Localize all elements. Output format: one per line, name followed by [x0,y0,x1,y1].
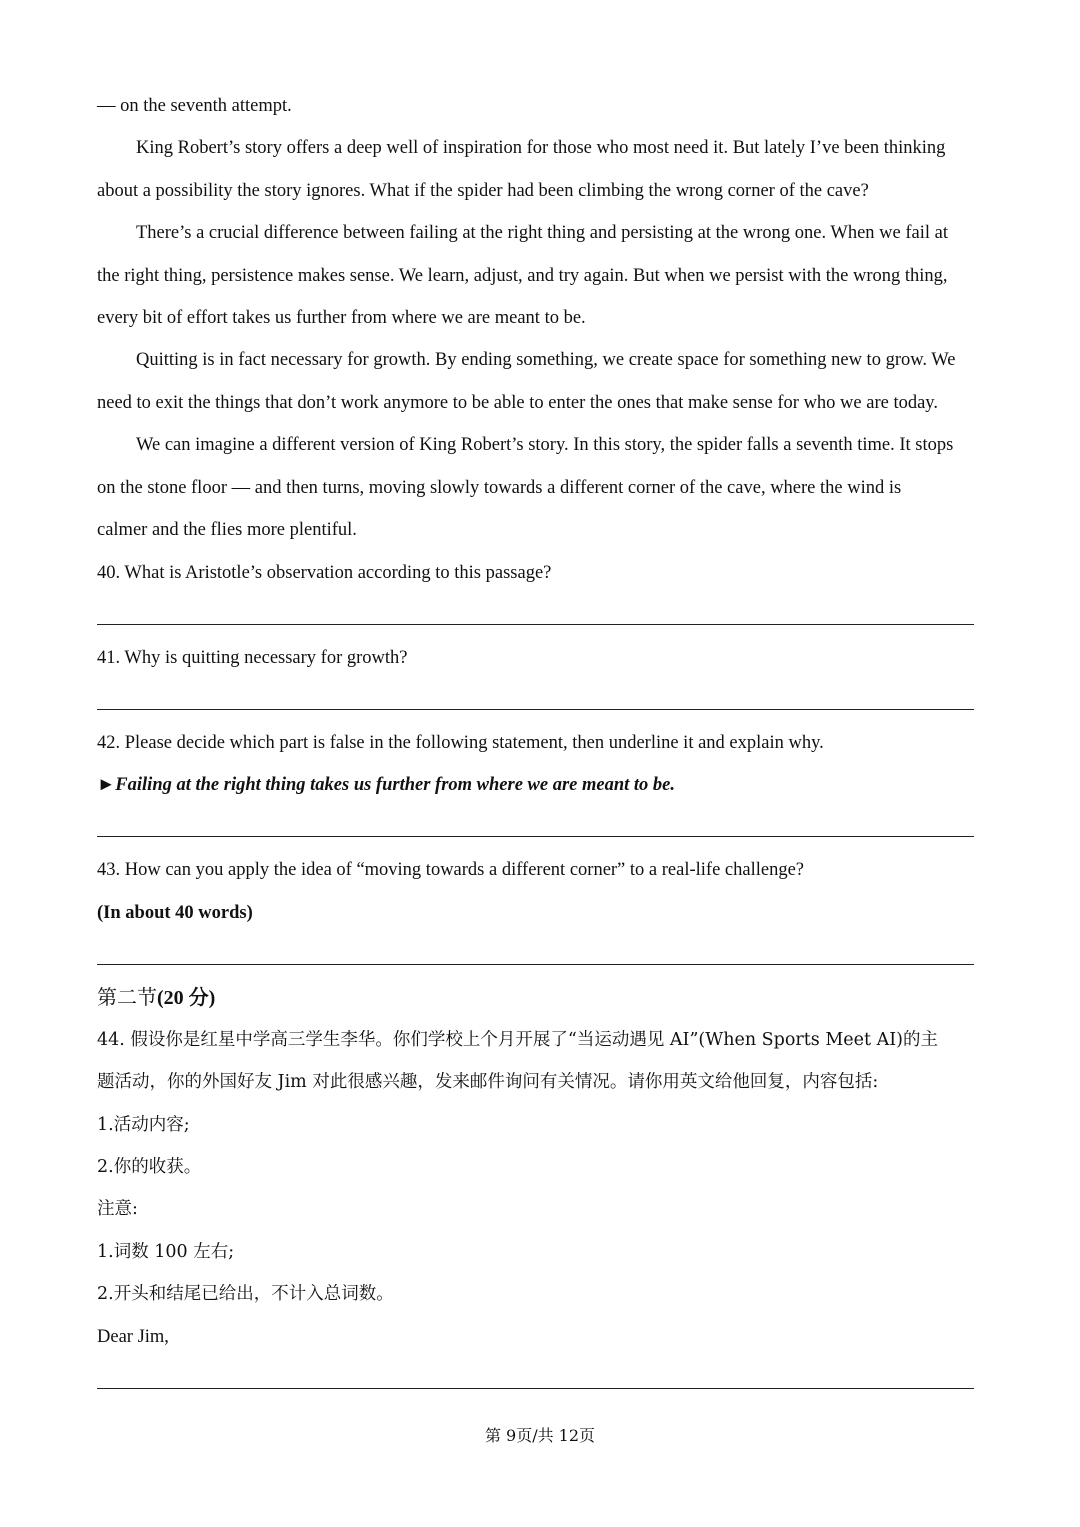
note-label: 注意: [97,1199,138,1219]
answer-line-40[interactable] [97,624,974,625]
section-heading [97,985,215,1010]
task-line: 44. 假设你是红星中学高三学生李华。你们学校上个月开展了“当运动遇见 AI”(When Sports Meet AI)的主 [97,1030,938,1050]
passage-line: on the stone floor — and then turns, moving slowly towards a different corner of the cave, where the wind is [97,478,902,498]
answer-line-43[interactable] [97,964,974,965]
task-line: 题活动，你的外国好友 Jim 对此很感兴趣，发来邮件询问有关情况。请你用英文给他回复，内容包括: [97,1072,879,1092]
note-1: 1.词数 100 左右; [97,1242,235,1262]
passage-line: every bit of effort takes us further from where we are meant to be. [97,308,586,328]
passage-line: There’s a crucial difference between failing at the right thing and persisting at the wrong one. When we fail at [136,223,948,243]
task-item-2: 2.你的收获。 [97,1157,202,1177]
note-2: 2.开头和结尾已给出，不计入总词数。 [97,1284,394,1304]
answer-line-42[interactable] [97,836,974,837]
page-footer: 第 9页/共 12页 [484,1426,596,1445]
passage-line: calmer and the flies more plentiful. [97,520,357,540]
question-40: 40. What is Aristotle’s observation according to this passage? [97,563,552,583]
passage-line: We can imagine a different version of King Robert’s story. In this story, the spider falls a seventh time. It stops [136,435,954,455]
question-42: 42. Please decide which part is false in the following statement, then underline it and explain why. [97,733,824,753]
question-41: 41. Why is quitting necessary for growth? [97,648,408,668]
passage-line: need to exit the things that don’t work anymore to be able to enter the ones that make sense for who we are today. [97,393,938,413]
passage-line: about a possibility the story ignores. What if the spider had been climbing the wrong corner of the cave? [97,181,869,201]
answer-line-41[interactable] [97,709,974,710]
task-item-1: 1.活动内容; [97,1115,190,1135]
section-heading-points: (20 分) [157,987,216,1009]
salutation: Dear Jim, [97,1327,169,1347]
answer-line-44[interactable] [97,1388,974,1389]
question-43: 43. How can you apply the idea of “moving towards a different corner” to a real-life challenge? [97,860,804,880]
passage-line: King Robert’s story offers a deep well of inspiration for those who most need it. But lately I’ve been thinking [136,138,946,158]
passage-line: — on the seventh attempt. [97,96,292,116]
passage-line: Quitting is in fact necessary for growth. By ending something, we create space for something new to grow. We [136,350,956,370]
question-42-statement: ►Failing at the right thing takes us further from where we are meant to be. [97,775,676,795]
passage-line: the right thing, persistence makes sense. We learn, adjust, and try again. But when we persist with the wrong thing, [97,266,948,286]
question-43-note: (In about 40 words) [97,903,253,923]
section-heading-cn: 第二节 [97,985,157,1009]
